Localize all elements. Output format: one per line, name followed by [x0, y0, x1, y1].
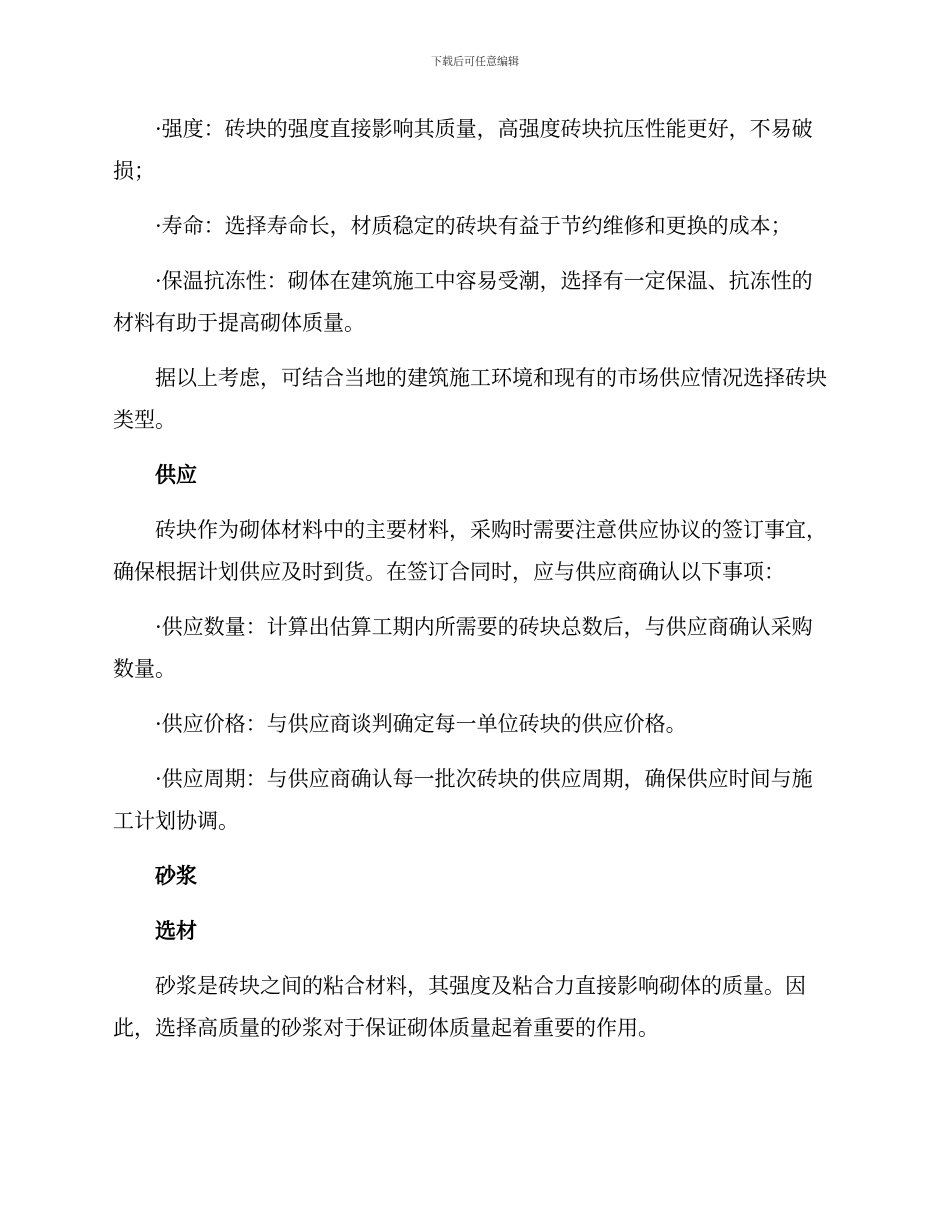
- bullet-supply-price: ·供应价格：与供应商谈判确定每一单位砖块的供应价格。: [155, 712, 687, 736]
- bullet-supply-quantity: ·供应数量：计算出估算工期内所需要的砖块总数后，与供应商确认采购数量。: [113, 615, 813, 681]
- bullet-supply-cycle: ·供应周期：与供应商确认每一批次砖块的供应周期，确保供应时间与施工计划协调。: [113, 767, 813, 833]
- bullet-insulation: ·保温抗冻性：砌体在建筑施工中容易受潮，选择有一定保温、抗冻性的材料有助于提高砌体质量。: [113, 269, 813, 335]
- bullet-strength: ·强度：砖块的强度直接影响其质量，高强度砖块抗压性能更好，不易破损；: [113, 117, 813, 183]
- paragraph-mortar: 砂浆是砖块之间的粘合材料，其强度及粘合力直接影响砌体的质量。因此，选择高质量的砂浆对于保证砌体质量起着重要的作用。: [113, 974, 806, 1040]
- heading-mortar: 砂浆: [155, 864, 197, 888]
- heading-supply: 供应: [155, 463, 197, 487]
- bullet-lifespan: ·寿命：选择寿命长，材质稳定的砖块有益于节约维修和更换的成本；: [155, 214, 792, 238]
- page-header: 下载后可任意编辑: [431, 55, 519, 68]
- heading-material-selection: 选材: [155, 919, 197, 943]
- document-body: [113, 108, 833, 1062]
- paragraph-supply-intro: 砖块作为砌体材料中的主要材料，采购时需要注意供应协议的签订事宜，确保根据计划供应及时到货。在签订合同时，应与供应商确认以下事项：: [113, 518, 827, 584]
- paragraph-conclusion: 据以上考虑，可结合当地的建筑施工环境和现有的市场供应情况选择砖块类型。: [113, 366, 827, 432]
